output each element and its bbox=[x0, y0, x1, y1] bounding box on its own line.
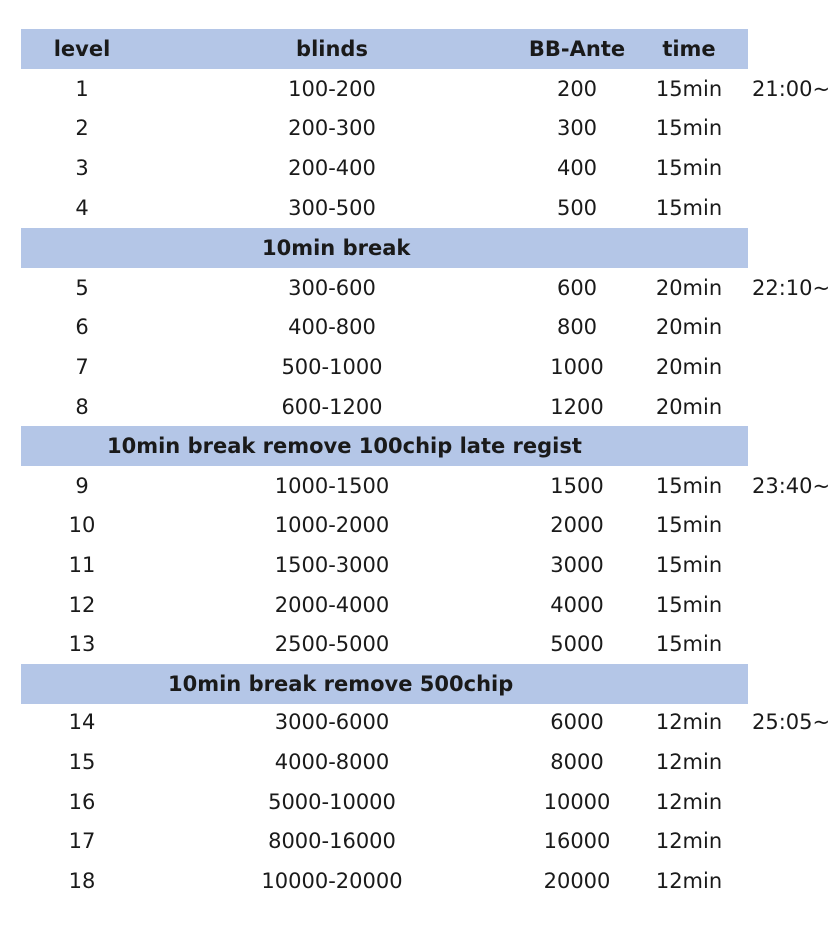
start-time-cell bbox=[752, 821, 840, 861]
level-cell: 7 bbox=[75, 355, 89, 379]
level-cell: 4 bbox=[75, 196, 89, 220]
table-row bbox=[0, 505, 840, 545]
blinds-cell: 5000-10000 bbox=[268, 790, 396, 814]
blinds-cell: 1000-2000 bbox=[274, 513, 390, 537]
blinds-cell: 10000-20000 bbox=[261, 869, 403, 893]
time-cell: 15min bbox=[655, 474, 723, 498]
level-cell: 16 bbox=[68, 790, 96, 814]
time-cell: 20min bbox=[655, 276, 723, 300]
table-row bbox=[0, 347, 840, 387]
ante-cell: 20000 bbox=[543, 869, 611, 893]
level-cell: 2 bbox=[75, 116, 89, 140]
ante-cell: 10000 bbox=[543, 790, 611, 814]
blinds-cell: 1000-1500 bbox=[274, 474, 390, 498]
level-cell: 14 bbox=[68, 710, 96, 734]
start-time-cell bbox=[752, 347, 840, 387]
level-cell: 17 bbox=[68, 829, 96, 853]
time-cell: 15min bbox=[655, 156, 723, 180]
blinds-cell: 2500-5000 bbox=[274, 632, 390, 656]
time-cell: 20min bbox=[655, 395, 723, 419]
level-cell: 18 bbox=[68, 869, 96, 893]
break-label: 10min break remove 100chip late regist bbox=[107, 434, 582, 458]
level-cell: 3 bbox=[75, 156, 89, 180]
time-cell: 20min bbox=[655, 355, 723, 379]
header-blinds: blinds bbox=[296, 37, 368, 61]
start-time-cell bbox=[752, 782, 840, 822]
table-row bbox=[0, 782, 840, 822]
table-row bbox=[0, 69, 840, 109]
time-cell: 15min bbox=[655, 513, 723, 537]
level-cell: 9 bbox=[75, 474, 89, 498]
time-cell: 12min bbox=[655, 710, 723, 734]
break-label: 10min break bbox=[262, 236, 411, 260]
header-row bbox=[0, 29, 840, 69]
level-cell: 6 bbox=[75, 315, 89, 339]
time-cell: 12min bbox=[655, 869, 723, 893]
level-cell: 10 bbox=[68, 513, 96, 537]
table-row bbox=[0, 148, 840, 188]
start-time-cell bbox=[752, 108, 840, 148]
ante-cell: 200 bbox=[556, 77, 598, 101]
ante-cell: 3000 bbox=[550, 553, 604, 577]
break-row bbox=[0, 426, 840, 466]
ante-cell: 5000 bbox=[550, 632, 604, 656]
blinds-cell: 1500-3000 bbox=[274, 553, 390, 577]
level-cell: 13 bbox=[68, 632, 96, 656]
table-row bbox=[0, 821, 840, 861]
time-cell: 15min bbox=[655, 196, 723, 220]
time-cell: 20min bbox=[655, 315, 723, 339]
table-row bbox=[0, 387, 840, 427]
start-time-cell: 23:40~ bbox=[752, 474, 831, 498]
ante-cell: 300 bbox=[556, 116, 598, 140]
level-cell: 12 bbox=[68, 593, 96, 617]
ante-cell: 8000 bbox=[550, 750, 604, 774]
blinds-cell: 500-1000 bbox=[281, 355, 383, 379]
break-label: 10min break remove 500chip bbox=[168, 672, 514, 696]
start-time-cell bbox=[752, 188, 840, 228]
table-row bbox=[0, 466, 840, 506]
header-time: time bbox=[662, 37, 716, 61]
blinds-cell: 2000-4000 bbox=[274, 593, 390, 617]
start-time-cell bbox=[752, 861, 840, 901]
start-time-cell bbox=[752, 624, 840, 664]
blinds-cell: 300-500 bbox=[288, 196, 376, 220]
ante-cell: 1500 bbox=[550, 474, 604, 498]
start-time-cell bbox=[752, 742, 840, 782]
break-row bbox=[0, 664, 840, 704]
level-cell: 11 bbox=[68, 553, 96, 577]
blinds-cell: 3000-6000 bbox=[274, 710, 390, 734]
header-ante: BB-Ante bbox=[528, 37, 626, 61]
level-cell: 5 bbox=[75, 276, 89, 300]
ante-cell: 1000 bbox=[550, 355, 604, 379]
blinds-cell: 200-400 bbox=[288, 156, 376, 180]
ante-cell: 800 bbox=[556, 315, 598, 339]
time-cell: 15min bbox=[655, 116, 723, 140]
header-level: level bbox=[53, 37, 111, 61]
blinds-cell: 600-1200 bbox=[281, 395, 383, 419]
start-time-cell bbox=[752, 505, 840, 545]
time-cell: 15min bbox=[655, 553, 723, 577]
table-row bbox=[0, 702, 840, 742]
blinds-cell: 300-600 bbox=[288, 276, 376, 300]
table-row bbox=[0, 861, 840, 901]
time-cell: 15min bbox=[655, 593, 723, 617]
blinds-cell: 100-200 bbox=[288, 77, 376, 101]
blinds-cell: 4000-8000 bbox=[274, 750, 390, 774]
time-cell: 15min bbox=[655, 632, 723, 656]
break-row bbox=[0, 228, 840, 268]
blinds-cell: 200-300 bbox=[288, 116, 376, 140]
table-row bbox=[0, 624, 840, 664]
start-time-cell bbox=[752, 545, 840, 585]
level-cell: 1 bbox=[75, 77, 89, 101]
start-time-cell bbox=[752, 585, 840, 625]
level-cell: 15 bbox=[68, 750, 96, 774]
start-time-cell bbox=[752, 148, 840, 188]
time-cell: 12min bbox=[655, 750, 723, 774]
start-time-cell bbox=[752, 307, 840, 347]
ante-cell: 500 bbox=[556, 196, 598, 220]
start-time-cell bbox=[752, 387, 840, 427]
blinds-cell: 8000-16000 bbox=[268, 829, 396, 853]
table-row bbox=[0, 307, 840, 347]
ante-cell: 2000 bbox=[550, 513, 604, 537]
time-cell: 12min bbox=[655, 790, 723, 814]
table-row bbox=[0, 108, 840, 148]
ante-cell: 6000 bbox=[550, 710, 604, 734]
start-time-cell: 25:05~ bbox=[752, 710, 831, 734]
time-cell: 12min bbox=[655, 829, 723, 853]
ante-cell: 400 bbox=[556, 156, 598, 180]
ante-cell: 4000 bbox=[550, 593, 604, 617]
blinds-cell: 400-800 bbox=[288, 315, 376, 339]
time-cell: 15min bbox=[655, 77, 723, 101]
ante-cell: 16000 bbox=[543, 829, 611, 853]
ante-cell: 600 bbox=[556, 276, 598, 300]
level-cell: 8 bbox=[75, 395, 89, 419]
start-time-cell: 21:00~ bbox=[752, 77, 831, 101]
start-time-cell: 22:10~ bbox=[752, 276, 831, 300]
ante-cell: 1200 bbox=[550, 395, 604, 419]
table-row bbox=[0, 585, 840, 625]
table-row bbox=[0, 268, 840, 308]
table-row bbox=[0, 545, 840, 585]
table-row bbox=[0, 742, 840, 782]
table-row bbox=[0, 188, 840, 228]
